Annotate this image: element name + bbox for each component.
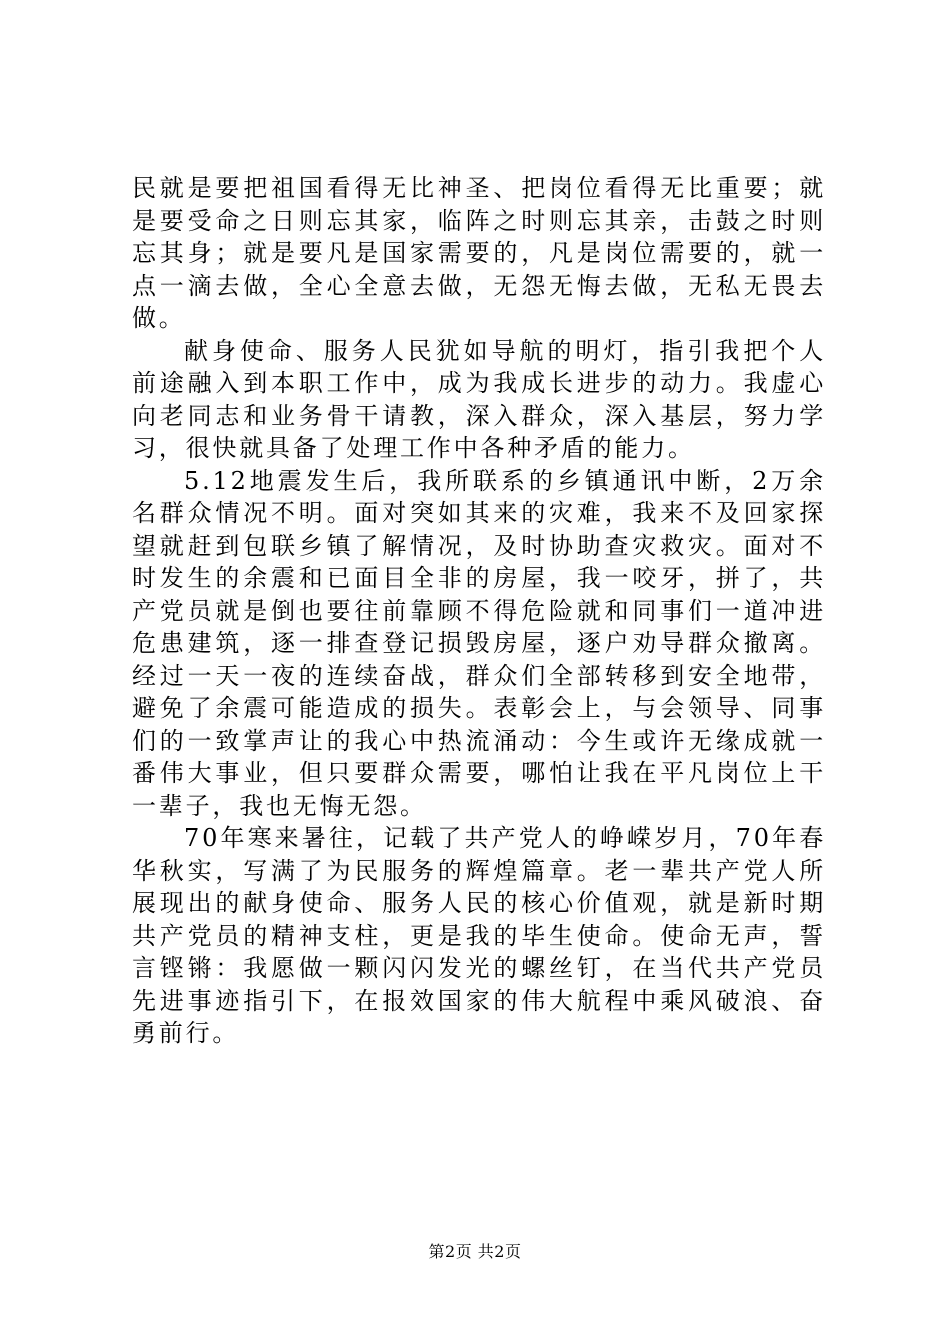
page-footer bbox=[0, 1242, 950, 1262]
paragraph-1: 民就是要把祖国看得无比神圣、把岗位看得无比重要；就是要受命之日则忘其家，临阵之时则忘其亲，击鼓之时则忘其身；就是要凡是国家需要的，凡是岗位需要的，就一点一滴去做，全心全意去做，无怨无悔去做，无私无畏去做。 bbox=[132, 174, 826, 332]
page-number-label: 第2页 共2页 bbox=[428, 1242, 522, 1261]
paragraph-2: 献身使命、服务人民犹如导航的明灯，指引我把个人前途融入到本职工作中，成为我成长进步的动力。我虚心向老同志和业务骨干请教，深入群众，深入基层，努力学习，很快就具备了处理工作中各种矛盾的能力。 bbox=[132, 336, 826, 462]
paragraph-3: 5.12地震发生后，我所联系的乡镇通讯中断，2万余名群众情况不明。面对突如其来的灾难，我来不及回家探望就赶到包联乡镇了解情况，及时协助查灾救灾。面对不时发生的余震和已面目全非的房屋，我一咬牙，拼了，共产党员就是倒也要往前靠顾不得危险就和同事们一道冲进危患建筑，逐一排查登记损毁房屋，逐户劝导群众撤离。经过一天一夜的连续奋战，群众们全部转移到安全地带，避免了余震可能造成的损失。表彰会上，与会领导、同事们的一致掌声让的我心中热流涌动：今生或许无缘成就一番伟大事业，但只要群众需要，哪怕让我在平凡岗位上干一辈子，我也无悔无怨。 bbox=[132, 466, 826, 820]
paragraph-4: 70年寒来暑往，记载了共产党人的峥嵘岁月，70年春华秋实，写满了为民服务的辉煌篇章。老一辈共产党人所展现出的献身使命、服务人民的核心价值观，就是新时期共产党员的精神支柱，更是我的毕生使命。使命无声，誓言铿锵：我愿做一颗闪闪发光的螺丝钉，在当代共产党员先进事迹指引下，在报效国家的伟大航程中乘风破浪、奋勇前行。 bbox=[132, 824, 826, 1047]
document-body bbox=[132, 172, 826, 1050]
